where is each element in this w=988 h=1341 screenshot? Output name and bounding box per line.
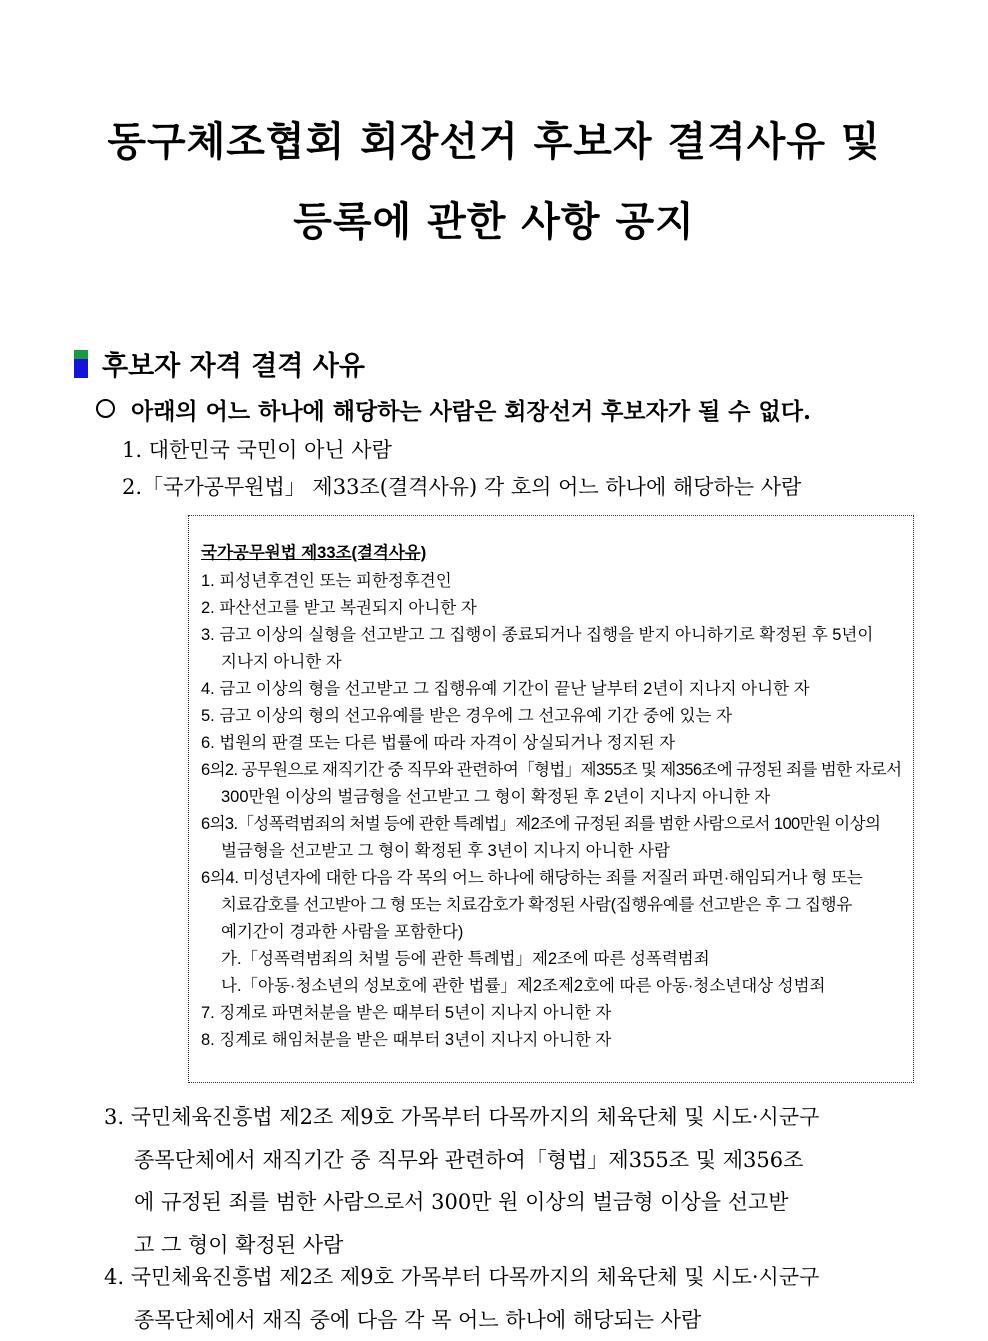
law-clause-continuation: 300만원 이상의 벌금형을 선고받고 그 형이 확정된 후 2년이 지나지 아니한 자 — [221, 788, 771, 806]
law-clause-continuation: 지나지 아니한 자 — [221, 653, 342, 671]
law-clause-continuation: 예기간이 경과한 사람을 포함한다) — [221, 923, 464, 941]
page-title-line-1: 동구체조협회 회장선거 후보자 결격사유 및 — [107, 119, 881, 165]
law-clause: 4. 금고 이상의 형을 선고받고 그 집행유예 기간이 끝난 날부터 2년이 지나지 아니한 자 — [201, 680, 810, 698]
paragraph-line: 에 규정된 죄를 범한 사람으로서 300만 원 이상의 벌금형 이상을 선고받 — [134, 1190, 789, 1214]
paragraph-line: 4. 국민체육진흥법 제2조 제9호 가목부터 다목까지의 체육단체 및 시도·시군구 — [104, 1265, 820, 1289]
law-clause: 8. 징계로 해임처분을 받은 때부터 3년이 지나지 아니한 자 — [201, 1031, 612, 1049]
section-heading — [74, 344, 365, 383]
disqualification-item-1: 1. 대한민국 국민이 아닌 사람 — [122, 438, 392, 462]
paragraph-line: 고 그 형이 확정된 사람 — [134, 1232, 344, 1257]
law-clause-continuation: 벌금형을 선고받고 그 형이 확정된 후 3년이 지나지 아니한 사람 — [221, 842, 670, 860]
disqualification-item-4 — [104, 1256, 924, 1341]
disqualification-item-3 — [104, 1096, 924, 1266]
paragraph-line: 종목단체에서 재직기간 중 직무와 관련하여「형법」제355조 및 제356조 — [134, 1147, 804, 1172]
lead-statement-text: 아래의 어느 하나에 해당하는 사람은 회장선거 후보자가 될 수 없다. — [131, 398, 811, 425]
law-box-title: 국가공무원법 제33조(결격사유) — [201, 544, 427, 562]
law-clause: 7. 징계로 파면처분을 받은 때부터 5년이 지나지 아니한 자 — [201, 1004, 612, 1022]
law-clause: 1. 피성년후견인 또는 피한정후견인 — [201, 572, 452, 590]
law-subclause: 가.「성폭력범죄의 처벌 등에 관한 특례법」제2조에 따른 성폭력범죄 — [221, 950, 710, 968]
law-clause: 6의3.「성폭력범죄의 처벌 등에 관한 특례법」제2조에 규정된 죄를 범한 사람으로서 100만원 이상의 — [201, 815, 881, 833]
law-clause: 6의4. 미성년자에 대한 다음 각 목의 어느 하나에 해당하는 죄를 저질러 파면·해임되거나 형 또는 — [201, 869, 863, 887]
law-subclause: 나.「아동·청소년의 성보호에 관한 법률」제2조제2호에 따른 아동·청소년대상 성범죄 — [221, 977, 826, 995]
law-clause: 6. 법원의 판결 또는 다른 법률에 따라 자격이 상실되거나 정지된 자 — [201, 734, 676, 752]
page-title-line-2: 등록에 관한 사항 공지 — [293, 199, 695, 245]
disqualification-item-2: 2.「국가공무원법」 제33조(결격사유) 각 호의 어느 하나에 해당하는 사람 — [122, 475, 802, 499]
law-clause: 6의2. 공무원으로 재직기간 중 직무와 관련하여「형법」제355조 및 제356조에 규정된 죄를 범한 자로서 — [201, 761, 902, 779]
law-excerpt-box — [188, 515, 914, 1083]
section-marker-icon — [74, 350, 88, 378]
paragraph-line: 3. 국민체육진흥법 제2조 제9호 가목부터 다목까지의 체육단체 및 시도·시군구 — [104, 1105, 820, 1129]
law-clause: 3. 금고 이상의 실형을 선고받고 그 집행이 종료되거나 집행을 받지 아니하기로 확정된 후 5년이 — [201, 626, 874, 644]
law-clause-continuation: 치료감호를 선고받아 그 형 또는 치료감호가 확정된 사람(집행유예를 선고받은 후 그 집행유 — [221, 896, 852, 914]
section-heading-text: 후보자 자격 결격 사유 — [102, 351, 365, 382]
circle-bullet-icon — [96, 399, 115, 418]
paragraph-line: 종목단체에서 재직 중에 다음 각 목 어느 하나에 해당되는 사람 — [134, 1307, 702, 1332]
law-clause: 5. 금고 이상의 형의 선고유예를 받은 경우에 그 선고유예 기간 중에 있는 자 — [201, 707, 733, 725]
law-clause: 2. 파산선고를 받고 복권되지 아니한 자 — [201, 599, 477, 617]
lead-statement — [96, 393, 811, 426]
